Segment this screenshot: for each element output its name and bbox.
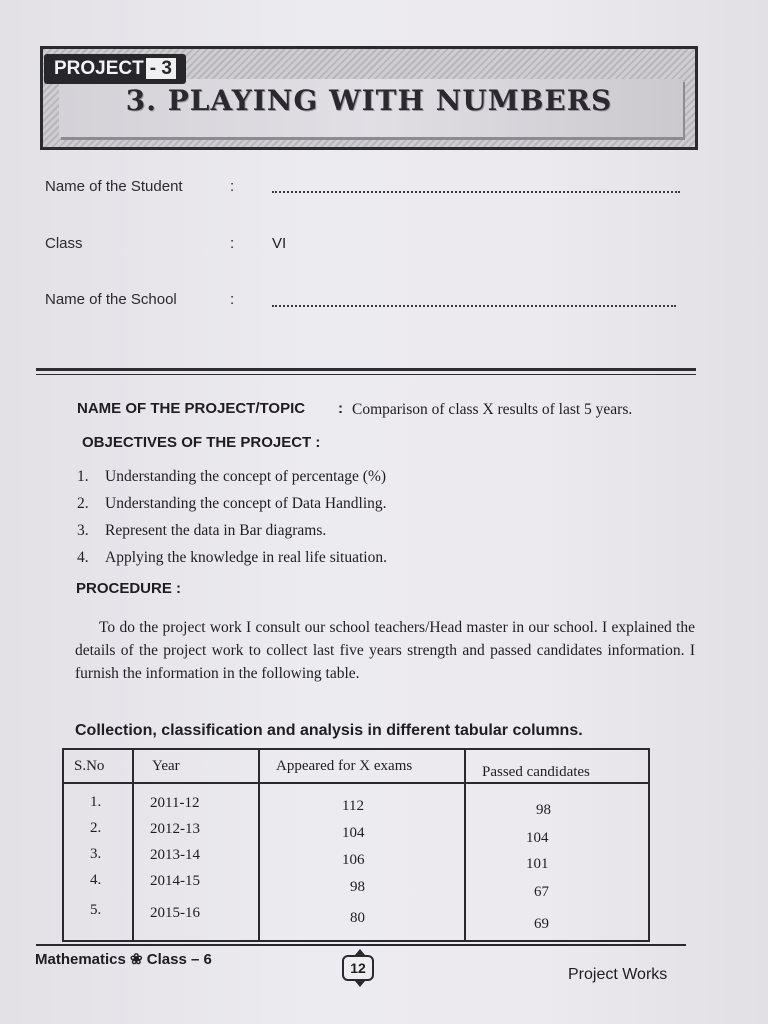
- table-cell-passed: 67: [534, 884, 549, 900]
- footer-section-title: Project Works: [568, 966, 668, 983]
- objective-item: [77, 495, 387, 513]
- class-label: Class: [45, 235, 83, 252]
- objective-number: 2.: [77, 495, 89, 512]
- table-cell-year: 2015-16: [150, 905, 200, 921]
- student-name-line: [272, 191, 680, 193]
- objective-number: 4.: [77, 549, 89, 566]
- table-col-divider: [258, 750, 260, 940]
- student-name-colon: :: [230, 178, 235, 195]
- table-header-rule: [64, 782, 648, 784]
- objectives-heading: OBJECTIVES OF THE PROJECT :: [82, 434, 321, 451]
- objective-text: Understanding the concept of Data Handling.: [105, 495, 387, 512]
- table-caption: Collection, classification and analysis in different tabular columns.: [75, 722, 583, 739]
- objective-text: Applying the knowledge in real life situation.: [105, 549, 387, 566]
- procedure-heading: PROCEDURE :: [76, 580, 182, 597]
- topic-value: Comparison of class X results of last 5 years.: [352, 401, 633, 418]
- table-cell-passed: 104: [526, 830, 549, 846]
- table-header-sno: S.No: [74, 758, 105, 774]
- topic-label: NAME OF THE PROJECT/TOPIC: [77, 400, 306, 417]
- table-cell-year: 2011-12: [150, 795, 200, 811]
- table-cell-passed: 101: [526, 856, 549, 872]
- page-title: 3. PLAYING WITH NUMBERS: [125, 84, 613, 117]
- table-header-appeared: Appeared for X exams: [276, 758, 413, 774]
- table-cell-passed: 69: [534, 916, 549, 932]
- project-tab-label: PROJECT: [54, 58, 144, 79]
- topic-colon: :: [338, 400, 343, 417]
- table-cell-appeared: 104: [342, 825, 365, 841]
- page-number: 12: [342, 955, 374, 981]
- table-cell-appeared: 112: [342, 798, 364, 814]
- table-cell-sno: 5.: [90, 902, 102, 918]
- school-name-colon: :: [230, 291, 235, 308]
- table-cell-year: 2014-15: [150, 873, 200, 889]
- results-table: [62, 748, 650, 942]
- table-cell-year: 2013-14: [150, 847, 200, 863]
- table-cell-sno: 1.: [90, 794, 102, 810]
- table-cell-sno: 2.: [90, 820, 102, 836]
- footer-book-title: Mathematics ❀ Class – 6: [35, 951, 212, 968]
- table-header-year: Year: [152, 758, 180, 774]
- table-cell-sno: 4.: [90, 872, 102, 888]
- table-cell-passed: 98: [536, 802, 551, 818]
- objective-text: Represent the data in Bar diagrams.: [105, 522, 327, 539]
- class-value: VI: [272, 235, 287, 252]
- footer-rule: [36, 944, 686, 946]
- objective-item: [77, 468, 386, 486]
- project-number: - 3: [146, 58, 176, 79]
- student-name-label: Name of the Student: [45, 178, 183, 195]
- table-cell-sno: 3.: [90, 846, 102, 862]
- procedure-paragraph: To do the project work I consult our school teachers/Head master in our school. I explained the details of the project work to collect last five years strength and passed candidates information. I furnish the information in the following table.: [75, 619, 695, 682]
- objective-item: [77, 549, 387, 567]
- table-cell-appeared: 80: [350, 910, 365, 926]
- school-name-label: Name of the School: [45, 291, 177, 308]
- table-cell-appeared: 98: [350, 879, 365, 895]
- section-divider: [36, 368, 696, 371]
- school-name-line: [272, 305, 676, 307]
- table-col-divider: [132, 750, 134, 940]
- objective-number: 3.: [77, 522, 89, 539]
- objective-number: 1.: [77, 468, 89, 485]
- table-header-passed: Passed candidates: [482, 764, 590, 780]
- class-colon: :: [230, 235, 235, 252]
- objective-text: Understanding the concept of percentage (%): [105, 468, 387, 485]
- table-cell-year: 2012-13: [150, 821, 200, 837]
- project-tab: [44, 54, 186, 84]
- section-divider-thin: [36, 374, 696, 375]
- objective-item: [77, 522, 326, 540]
- table-cell-appeared: 106: [342, 852, 365, 868]
- table-col-divider: [464, 750, 466, 940]
